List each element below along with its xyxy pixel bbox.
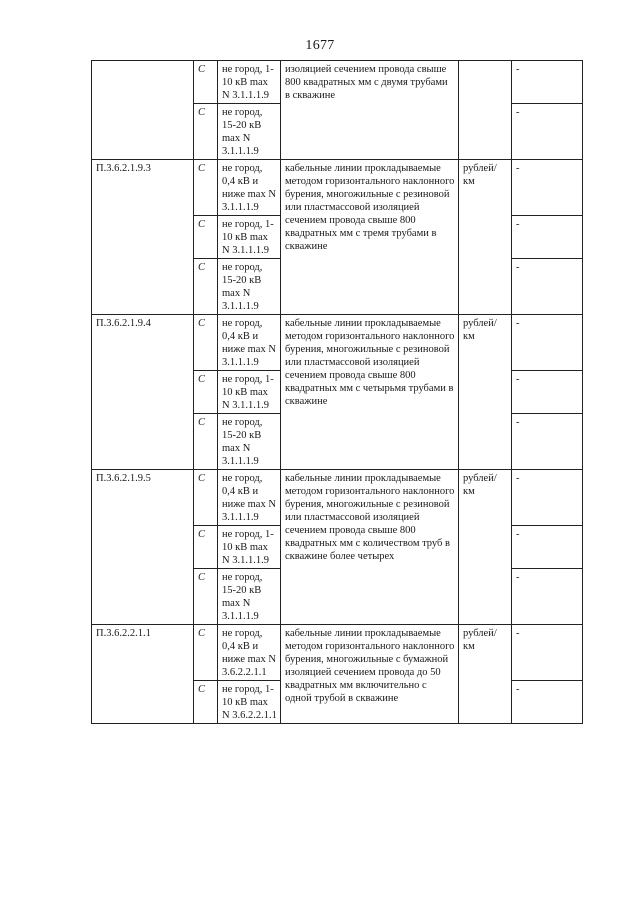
value-cell: - xyxy=(512,625,583,681)
page-number: 1677 xyxy=(305,38,335,53)
item-code-cell xyxy=(92,61,194,160)
category-cell: С xyxy=(194,414,218,470)
value-cell: - xyxy=(512,371,583,414)
territory-cell: не город, 15-20 кВ max N 3.1.1.1.9 xyxy=(218,569,281,625)
value-cell: - xyxy=(512,414,583,470)
category-cell: С xyxy=(194,681,218,724)
category-cell: С xyxy=(194,259,218,315)
value-cell: - xyxy=(512,526,583,569)
value-cell: - xyxy=(512,681,583,724)
territory-cell: не город, 1-10 кВ max N 3.1.1.1.9 xyxy=(218,526,281,569)
description-cell: кабельные линии прокладываемые методом горизонтального наклонного бурения, многожильные с резиновой или пластмассовой изоляцией сечением провода свыше 800 квадратных мм с количеством труб в скважине более четырех xyxy=(281,470,459,625)
value-cell: - xyxy=(512,569,583,625)
category-cell: С xyxy=(194,526,218,569)
territory-cell: не город, 0,4 кВ и ниже max N 3.1.1.1.9 xyxy=(218,160,281,216)
value-cell: - xyxy=(512,160,583,216)
description-cell: кабельные линии прокладываемые методом горизонтального наклонного бурения, многожильные с бумажной изоляцией сечением провода до 50 квадратных мм включительно с одной трубой в скважине xyxy=(281,625,459,724)
value-cell: - xyxy=(512,259,583,315)
category-cell: С xyxy=(194,625,218,681)
territory-cell: не город, 0,4 кВ и ниже max N 3.1.1.1.9 xyxy=(218,470,281,526)
table-row xyxy=(92,61,583,104)
description-cell: кабельные линии прокладываемые методом горизонтального наклонного бурения, многожильные с резиновой или пластмассовой изоляцией сечением провода свыше 800 квадратных мм с тремя трубами в скважине xyxy=(281,160,459,315)
territory-cell: не город, 15-20 кВ max N 3.1.1.1.9 xyxy=(218,414,281,470)
territory-cell: не город, 1-10 кВ max N 3.1.1.1.9 xyxy=(218,61,281,104)
description-cell: кабельные линии прокладываемые методом горизонтального наклонного бурения, многожильные с резиновой или пластмассовой изоляцией сечением провода свыше 800 квадратных мм с четырьмя трубами в скважине xyxy=(281,315,459,470)
description-cell: изоляцией сечением провода свыше 800 квадратных мм с двумя трубами в скважине xyxy=(281,61,459,160)
territory-cell: не город, 1-10 кВ max N 3.1.1.1.9 xyxy=(218,216,281,259)
category-cell: С xyxy=(194,216,218,259)
value-cell: - xyxy=(512,61,583,104)
table-row xyxy=(92,160,583,216)
unit-cell: рублей/ км xyxy=(459,160,512,315)
item-code-cell: П.3.6.2.1.9.5 xyxy=(92,470,194,625)
category-cell: С xyxy=(194,104,218,160)
item-code-cell: П.3.6.2.1.9.4 xyxy=(92,315,194,470)
territory-cell: не город, 15-20 кВ max N 3.1.1.1.9 xyxy=(218,104,281,160)
category-cell: С xyxy=(194,470,218,526)
unit-cell: рублей/ км xyxy=(459,470,512,625)
territory-cell: не город, 0,4 кВ и ниже max N 3.1.1.1.9 xyxy=(218,315,281,371)
unit-cell: рублей/ км xyxy=(459,625,512,724)
category-cell: С xyxy=(194,315,218,371)
unit-cell xyxy=(459,61,512,160)
territory-cell: не город, 1-10 кВ max N 3.1.1.1.9 xyxy=(218,371,281,414)
value-cell: - xyxy=(512,315,583,371)
category-cell: С xyxy=(194,371,218,414)
tariff-table xyxy=(91,60,583,724)
category-cell: С xyxy=(194,61,218,104)
value-cell: - xyxy=(512,216,583,259)
territory-cell: не город, 0,4 кВ и ниже max N 3.6.2.2.1.1 xyxy=(218,625,281,681)
category-cell: С xyxy=(194,569,218,625)
item-code-cell: П.3.6.2.2.1.1 xyxy=(92,625,194,724)
table-row xyxy=(92,470,583,526)
table-row xyxy=(92,315,583,371)
value-cell: - xyxy=(512,104,583,160)
territory-cell: не город, 1-10 кВ max N 3.6.2.2.1.1 xyxy=(218,681,281,724)
category-cell: С xyxy=(194,160,218,216)
territory-cell: не город, 15-20 кВ max N 3.1.1.1.9 xyxy=(218,259,281,315)
value-cell: - xyxy=(512,470,583,526)
item-code-cell: П.3.6.2.1.9.3 xyxy=(92,160,194,315)
table-row xyxy=(92,625,583,681)
unit-cell: рублей/ км xyxy=(459,315,512,470)
